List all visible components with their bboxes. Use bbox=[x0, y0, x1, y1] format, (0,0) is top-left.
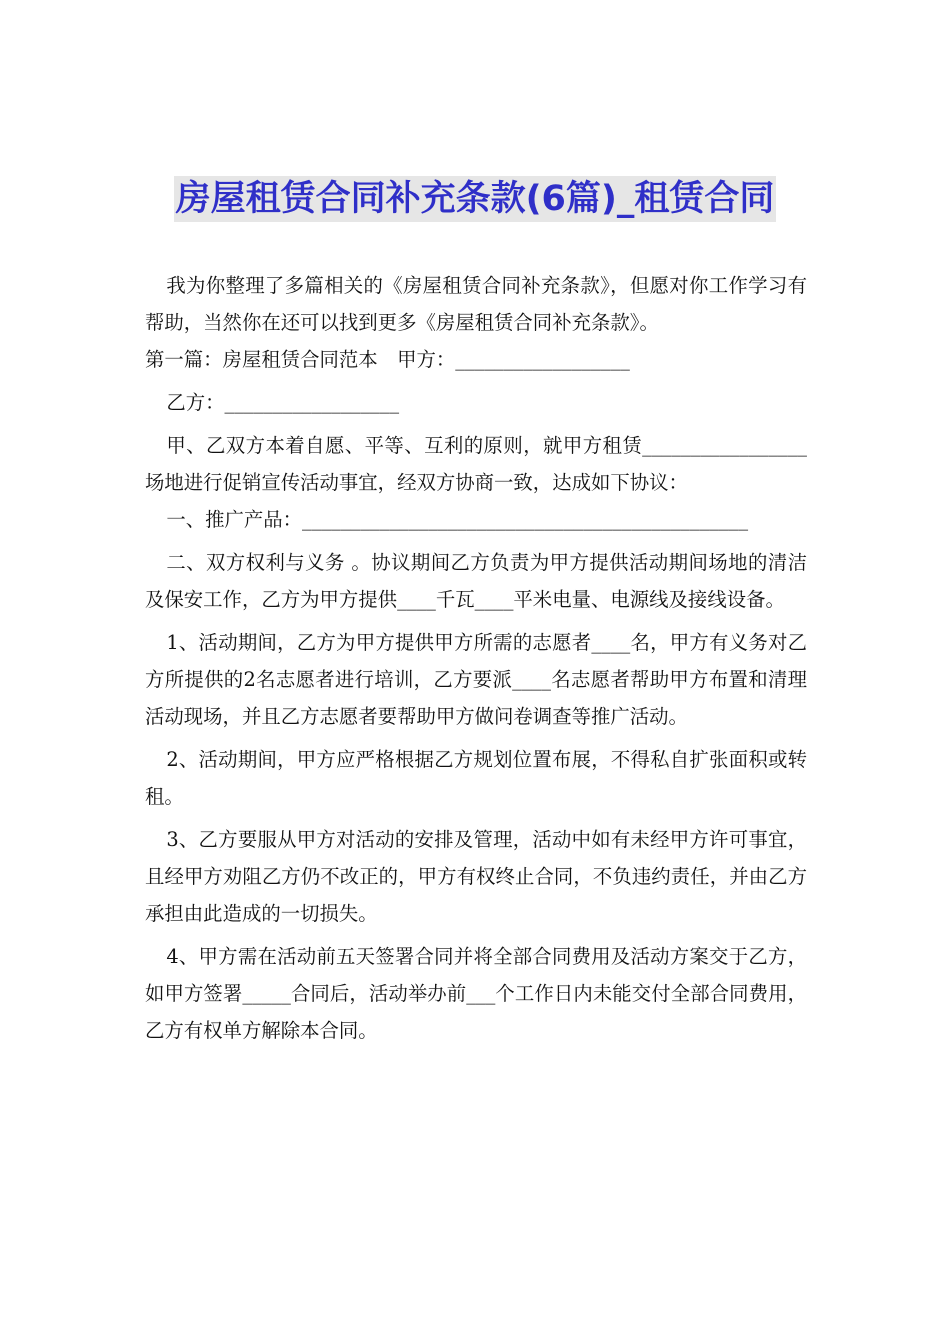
document-title: 房屋租赁合同补充条款(6篇)_租赁合同 bbox=[174, 176, 777, 222]
sub-clause-3: 3、乙方要服从甲方对活动的安排及管理，活动中如有未经甲方许可事宜，且经甲方劝阻乙方仍不改正的，甲方有权终止合同，不负违约责任，并由乙方承担由此造成的一切损失。 bbox=[145, 828, 807, 925]
sub-clause-2: 2、活动期间，甲方应严格根据乙方规划位置布展，不得私自扩张面积或转租。 bbox=[145, 748, 807, 808]
document-body bbox=[145, 267, 807, 1049]
clause-2-rights: 二、双方权利与义务 。协议期间乙方负责为甲方提供活动期间场地的清洁及保安工作，乙方为甲方提供____千瓦____平米电量、电源线及接线设备。 bbox=[145, 551, 807, 611]
title-block bbox=[0, 176, 950, 222]
agreement-preamble: 甲、乙双方本着自愿、平等、互利的原则，就甲方租赁_________________场地进行促销宣传活动事宜，经双方协商一致，达成如下协议： bbox=[145, 434, 807, 494]
party-a-line: 第一篇：房屋租赁合同范本 甲方：__________________ bbox=[145, 348, 630, 371]
sub-clause-4: 4、甲方需在活动前五天签署合同并将全部合同费用及活动方案交于乙方，如甲方签署_____合同后，活动举办前___个工作日内未能交付全部合同费用，乙方有权单方解除本合同。 bbox=[145, 945, 807, 1042]
party-b-line: 乙方：__________________ bbox=[166, 391, 400, 414]
sub-clause-1: 1、活动期间，乙方为甲方提供甲方所需的志愿者____名，甲方有义务对乙方所提供的2名志愿者进行培训，乙方要派____名志愿者帮助甲方布置和清理活动现场，并且乙方志愿者要帮助甲方做问卷调查等推广活动。 bbox=[145, 631, 807, 728]
clause-1-product: 一、推广产品：______________________________________________ bbox=[166, 508, 749, 531]
intro-paragraph: 我为你整理了多篇相关的《房屋租赁合同补充条款》，但愿对你工作学习有帮助，当然你在还可以找到更多《房屋租赁合同补充条款》。 bbox=[145, 274, 807, 334]
